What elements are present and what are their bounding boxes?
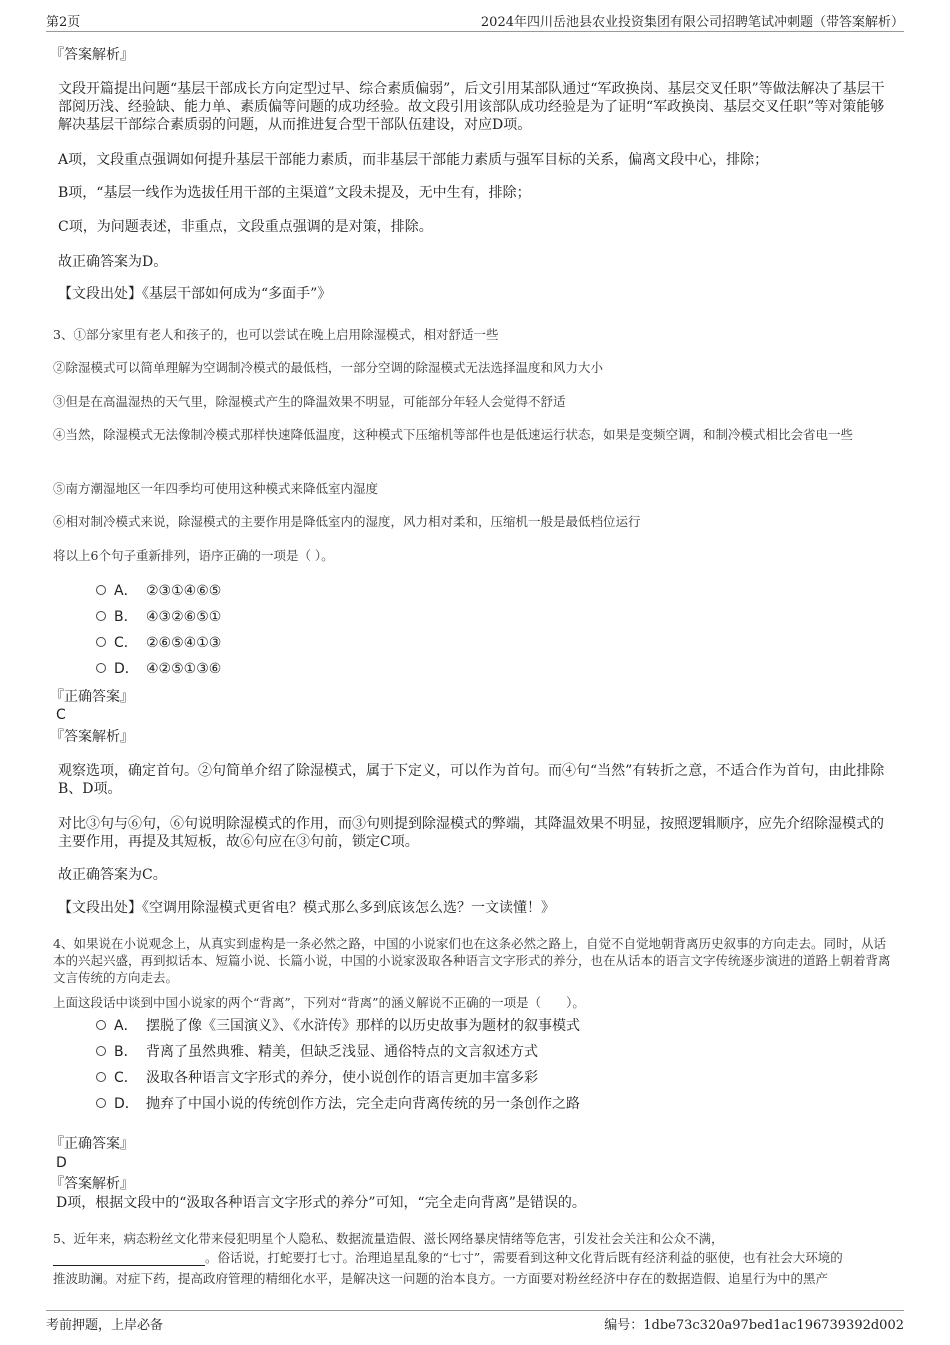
footer-code: 编号：1dbe73c320a97bed1ac196739392d002 bbox=[604, 1318, 904, 1333]
q5-line-2: 。俗话说，打蛇要打七寸。治理追星乱象的“七寸”，需要看到这种文化背后既有经济利益的驱使，也有社会大环境的 bbox=[53, 1249, 898, 1266]
footer-divider bbox=[46, 1310, 904, 1311]
q3-analysis-p1: 观察选项，确定首句。②句简单介绍了除湿模式，属于下定义，可以作为首句。而④句“当然”有转折之意，不适合作为首句，由此排除B、D项。 bbox=[58, 763, 885, 797]
q3-stem: 将以上6个句子重新排列，语序正确的一项是（ ）。 bbox=[53, 548, 334, 563]
q3-sentence-6: ⑥相对制冷模式来说，除湿模式的主要作用是降低室内的湿度，风力相对柔和，压缩机一般是最低档位运行 bbox=[53, 514, 641, 529]
q4-option-b[interactable]: B． 背离了虽然典雅、精美，但缺乏浅显、通俗特点的文言叙述方式 bbox=[96, 1043, 538, 1061]
radio-icon[interactable] bbox=[96, 611, 106, 621]
q3-analysis-p2: 对比③句与⑥句，⑥句说明除湿模式的作用，而③句则提到除湿模式的弊端，其降温效果不明显，按照逻辑顺序，应先介绍除湿模式的主要作用，再提及其短板，故⑥句应在③句前，锁定C项。 bbox=[58, 816, 884, 850]
q5-line-1: 5、近年来，病态粉丝文化带来侵犯明星个人隐私、数据流量造假、滋长网络暴戾情绪等危害，引发社会关注和公众不满， bbox=[53, 1231, 724, 1246]
fill-blank[interactable] bbox=[53, 1252, 205, 1266]
radio-icon[interactable] bbox=[96, 1020, 106, 1030]
document-title: 2024年四川岳池县农业投资集团有限公司招聘笔试冲刺题（带答案解析） bbox=[480, 15, 904, 30]
radio-icon[interactable] bbox=[96, 1098, 106, 1108]
q3-option-c[interactable]: C． ②⑥⑤④①③ bbox=[96, 634, 221, 652]
q3-conclusion: 故正确答案为C。 bbox=[58, 867, 167, 883]
q3-sentence-4: ④当然，除湿模式无法像制冷模式那样快速降低温度，这种模式下压缩机等部件也是低速运行状态，如果是变频空调，和制冷模式相比会省电一些 bbox=[53, 427, 854, 442]
q3-answer: C bbox=[56, 707, 66, 723]
radio-icon[interactable] bbox=[96, 663, 106, 673]
q5-line-3: 推波助澜。对症下药，提高政府管理的精细化水平，是解决这一问题的治本良方。一方面要对粉丝经济中存在的数据造假、追星行为中的黑产 bbox=[53, 1271, 829, 1286]
radio-icon[interactable] bbox=[96, 637, 106, 647]
q3-option-d[interactable]: D． ④②⑤①③⑥ bbox=[96, 660, 221, 678]
q3-sentence-1: 3、①部分家里有老人和孩子的，也可以尝试在晚上启用除湿模式，相对舒适一些 bbox=[53, 327, 499, 342]
footer-slogan: 考前押题，上岸必备 bbox=[46, 1318, 164, 1333]
q3-sentence-2: ②除湿模式可以简单理解为空调制冷模式的最低档，一部分空调的除湿模式无法选择温度和风力大小 bbox=[53, 360, 604, 375]
q2-analysis-p2: A项，文段重点强调如何提升基层干部能力素质，而非基层干部能力素质与强军目标的关系，偏离文段中心，排除； bbox=[58, 152, 769, 168]
q2-analysis-p3: B项，“基层一线作为选拔任用干部的主渠道”文段未提及，无中生有，排除； bbox=[58, 185, 531, 201]
q4-analysis: D项，根据文段中的“汲取各种语言文字形式的养分”可知，“完全走向背离”是错误的。 bbox=[56, 1195, 586, 1211]
q3-analysis-label: 『答案解析』 bbox=[50, 729, 134, 745]
q4-option-c[interactable]: C． 汲取各种语言文字形式的养分，使小说创作的语言更加丰富多彩 bbox=[96, 1069, 538, 1087]
q2-analysis-p4: C项，为问题表述，非重点，文段重点强调的是对策，排除。 bbox=[58, 219, 433, 235]
q4-passage: 4、如果说在小说观念上，从真实到虚构是一条必然之路，中国的小说家们也在这条必然之路上，自觉不自觉地朝背离历史叙事的方向走去。同时，从话本的兴起兴盛，再到拟话本、短篇小说、长篇小说，中国的小说家汲取各种语言文字形式的养分，也在从话本的语言文字传统逐步演进的道路上朝着背离文言传统的方向走去。 bbox=[53, 936, 891, 985]
q4-answer-label: 『正确答案』 bbox=[50, 1136, 134, 1152]
q3-sentence-5: ⑤南方潮湿地区一年四季均可使用这种模式来降低室内湿度 bbox=[53, 481, 379, 496]
q4-answer: D bbox=[56, 1155, 67, 1171]
q3-answer-label: 『正确答案』 bbox=[50, 689, 134, 705]
q2-analysis-p1: 文段开篇提出问题“基层干部成长方向定型过早、综合素质偏弱”，后文引用某部队通过“军政换岗、基层交叉任职”等做法解决了基层干部阅历浅、经验缺、能力单、素质偏等问题的成功经验。故文段引用该部队成功经验是为了证明“军政换岗、基层交叉任职”等对策能够解决基层干部综合素质弱的问题，从而推进复合型干部队伍建设，对应D项。 bbox=[58, 81, 885, 133]
page-number: 第2页 bbox=[46, 15, 81, 30]
radio-icon[interactable] bbox=[96, 585, 106, 595]
radio-icon[interactable] bbox=[96, 1072, 106, 1082]
q4-analysis-label: 『答案解析』 bbox=[50, 1176, 134, 1192]
q3-source: 【文段出处】《空调用除湿模式更省电？模式那么多到底该怎么选？一文读懂！》 bbox=[58, 900, 555, 916]
header-divider bbox=[46, 31, 904, 32]
radio-icon[interactable] bbox=[96, 1046, 106, 1056]
q3-option-b[interactable]: B． ④③②⑥⑤① bbox=[96, 608, 221, 626]
q3-option-a[interactable]: A． ②③①④⑥⑤ bbox=[96, 582, 221, 600]
q4-option-a[interactable]: A． 摆脱了像《三国演义》、《水浒传》那样的以历史故事为题材的叙事模式 bbox=[96, 1017, 580, 1035]
q2-source: 【文段出处】《基层干部如何成为“多面手”》 bbox=[58, 286, 332, 302]
q2-conclusion: 故正确答案为D。 bbox=[58, 254, 168, 270]
q4-option-d[interactable]: D． 抛弃了中国小说的传统创作方法，完全走向背离传统的另一条创作之路 bbox=[96, 1095, 580, 1113]
q2-analysis-label: 『答案解析』 bbox=[50, 47, 134, 63]
q3-sentence-3: ③但是在高温湿热的天气里，除湿模式产生的降温效果不明显，可能部分年轻人会觉得不舒适 bbox=[53, 394, 566, 409]
q4-stem: 上面这段话中谈到中国小说家的两个“背离”，下列对“背离”的涵义解说不正确的一项是（ ）。 bbox=[53, 995, 585, 1010]
